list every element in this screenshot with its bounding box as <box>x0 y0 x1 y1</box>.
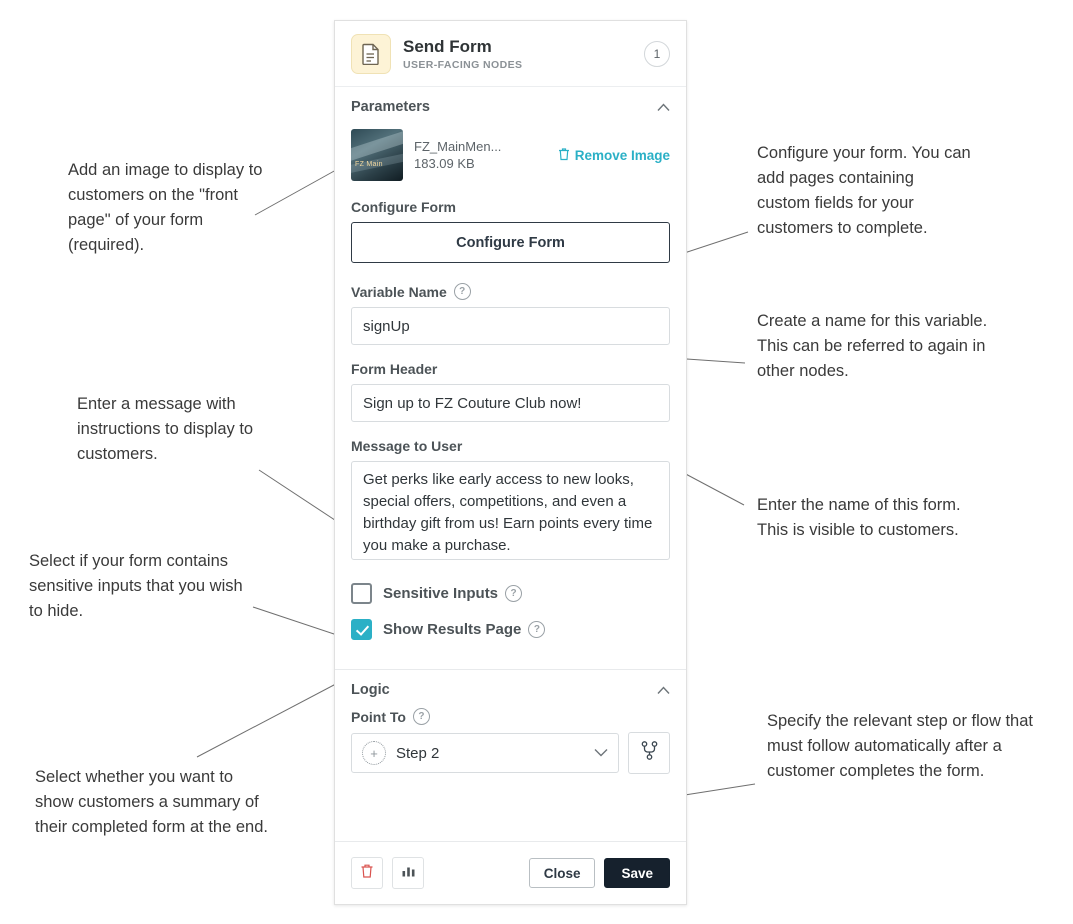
variable-name-label <box>351 283 670 300</box>
bar-chart-icon <box>401 864 416 883</box>
annotation-results-note: Select whether you want to show customers a summary of their completed form at the end. <box>35 768 268 836</box>
panel-subtitle: USER-FACING NODES <box>403 58 523 71</box>
message-to-user-label <box>351 438 670 454</box>
logic-section-header[interactable] <box>335 670 686 708</box>
form-header-label-text: Form Header <box>351 361 438 377</box>
question-icon[interactable]: ? <box>454 283 471 300</box>
image-file-size: 183.09 KB <box>414 156 475 171</box>
branch-icon <box>641 741 658 765</box>
annotation-message-note: Enter a message with instructions to display to customers. <box>77 395 254 463</box>
document-icon <box>351 34 391 74</box>
chevron-down-icon[interactable] <box>594 746 608 760</box>
configure-form-button[interactable]: Configure Form <box>351 222 670 263</box>
show-results-page-row[interactable] <box>351 619 670 640</box>
point-to-row <box>351 732 670 774</box>
header-texts <box>403 37 644 71</box>
annotation-sensitive-note: Select if your form contains sensitive inputs that you wish to hide. <box>29 552 243 620</box>
node-count-badge: 1 <box>644 41 670 67</box>
show-results-page-label: Show Results Page <box>383 621 522 638</box>
message-to-user-label-text: Message to User <box>351 438 463 454</box>
form-header-label <box>351 361 670 377</box>
node-stats-button[interactable] <box>392 857 424 889</box>
parameters-section-title: Parameters <box>351 99 430 115</box>
panel-title: Send Form <box>403 36 492 56</box>
panel-footer <box>335 841 686 904</box>
point-to-label <box>351 708 670 725</box>
branch-button[interactable] <box>628 732 670 774</box>
remove-image-button[interactable] <box>558 147 670 164</box>
point-to-value: Step 2 <box>396 744 440 762</box>
chevron-up-icon[interactable] <box>657 101 670 114</box>
annotation-formname-note: Enter the name of this form. This is visible to customers. <box>757 496 961 539</box>
image-file-name: FZ_MainMen... <box>414 139 502 154</box>
question-icon[interactable]: ? <box>505 585 522 602</box>
thumb-label: FZ Main <box>355 161 383 168</box>
annotation-pointto-note: Specify the relevant step or flow that must follow automatically after a customer completes the form. <box>767 712 1033 780</box>
configure-form-label <box>351 199 670 215</box>
logic-section-title: Logic <box>351 682 390 698</box>
annotation-configure-note: Configure your form. You can add pages containing custom fields for your customers to complete. <box>757 144 971 237</box>
form-header-input[interactable] <box>351 384 670 422</box>
sensitive-inputs-label: Sensitive Inputs <box>383 585 499 602</box>
annotation-variable-note: Create a name for this variable. This can be referred to again in other nodes. <box>757 312 988 380</box>
configure-form-label-text: Configure Form <box>351 199 456 215</box>
sensitive-inputs-row[interactable] <box>351 583 670 604</box>
trash-icon <box>558 147 575 164</box>
image-file-meta <box>414 138 558 172</box>
logic-body <box>335 708 686 790</box>
step-node-icon: + <box>362 741 386 765</box>
trash-icon <box>360 863 374 884</box>
parameters-section-header[interactable] <box>335 87 686 125</box>
delete-node-button[interactable] <box>351 857 383 889</box>
uploaded-image-row <box>351 129 670 181</box>
variable-name-label-text: Variable Name <box>351 283 447 300</box>
panel-body <box>335 87 686 841</box>
show-results-page-checkbox[interactable] <box>351 619 372 640</box>
parameters-body <box>335 129 686 669</box>
variable-name-input[interactable] <box>351 307 670 345</box>
message-to-user-textarea[interactable] <box>351 461 670 560</box>
sensitive-inputs-checkbox[interactable] <box>351 583 372 604</box>
close-button[interactable]: Close <box>529 858 596 888</box>
point-to-label-text: Point To <box>351 708 406 725</box>
send-form-node-panel <box>334 20 687 905</box>
panel-header <box>335 21 686 87</box>
save-button[interactable]: Save <box>604 858 670 888</box>
point-to-select[interactable] <box>351 733 619 773</box>
question-icon[interactable]: ? <box>528 621 545 638</box>
question-icon[interactable]: ? <box>413 708 430 725</box>
remove-image-label: Remove Image <box>574 147 670 163</box>
annotation-image-note: Add an image to display to customers on the "front page" of your form (required). <box>68 161 263 254</box>
image-thumbnail[interactable] <box>351 129 403 181</box>
chevron-up-icon[interactable] <box>657 684 670 697</box>
